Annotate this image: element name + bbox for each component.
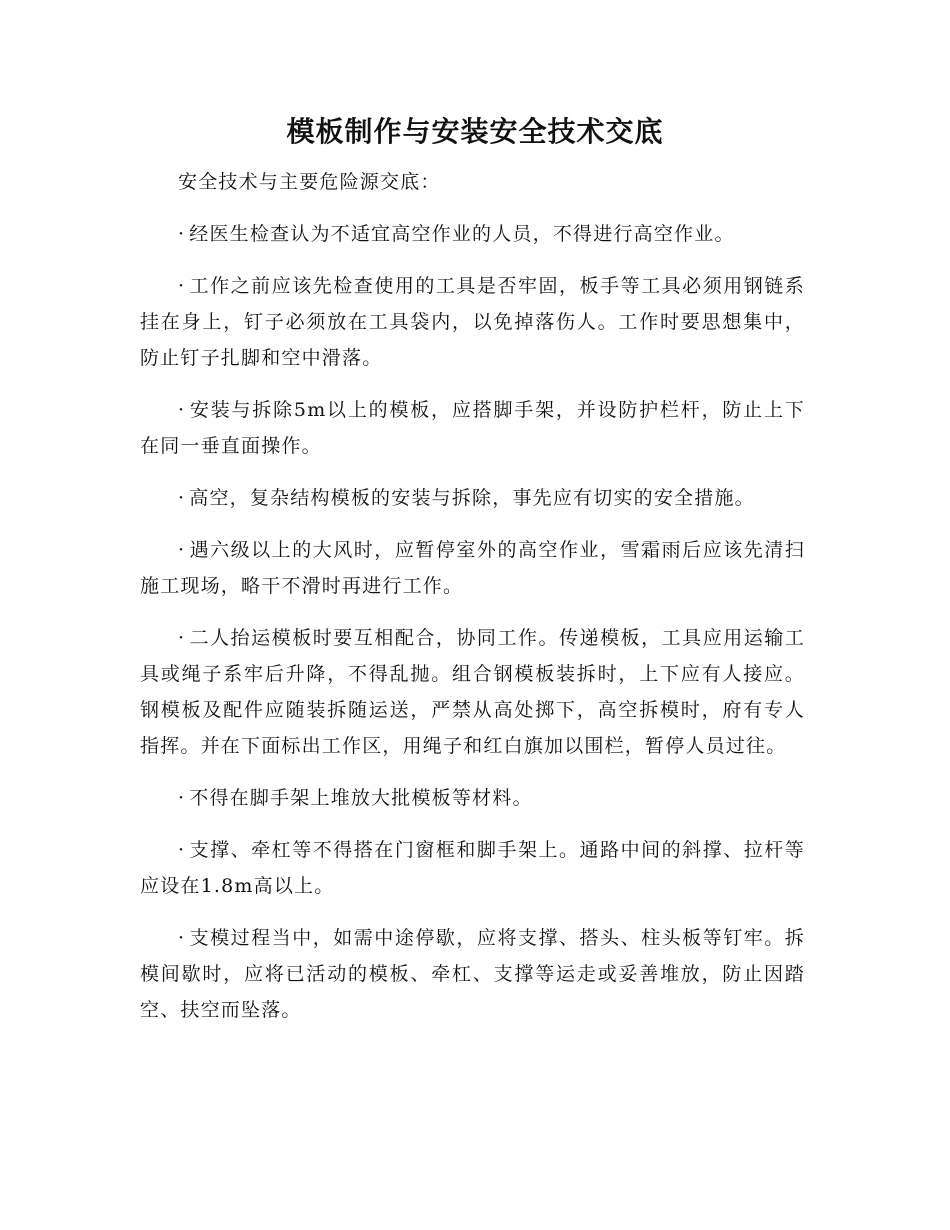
bullet-marker: · [178, 787, 186, 809]
bullet-marker: · [178, 487, 186, 509]
bullet-marker: · [178, 627, 186, 649]
bullet-marker: · [178, 539, 186, 561]
list-item-text: 不得在脚手架上堆放大批模板等材料。 [189, 787, 533, 809]
list-item-text: 支撑、牵杠等不得搭在门窗框和脚手架上。通路中间的斜撑、拉杆等应设在1.8m高以上。 [140, 839, 805, 897]
bullet-marker: · [178, 275, 186, 297]
document-body [140, 164, 805, 1044]
list-item [140, 216, 805, 252]
document-title: 模板制作与安装安全技术交底 [286, 115, 664, 148]
list-item-text: 经医生检查认为不适宜高空作业的人员，不得进行高空作业。 [189, 223, 735, 245]
list-item-text: 安装与拆除5m以上的模板，应搭脚手架，并设防护栏杆，防止上下在同一垂直面操作。 [140, 399, 805, 457]
bullet-marker: · [178, 839, 186, 861]
list-item-text: 高空，复杂结构模板的安装与拆除，事先应有切实的安全措施。 [189, 487, 755, 509]
list-item [140, 532, 805, 604]
list-item [140, 392, 805, 464]
list-item [140, 620, 805, 764]
list-item [140, 832, 805, 904]
bullet-marker: · [178, 399, 186, 421]
list-item [140, 268, 805, 376]
list-item-text: 支模过程当中，如需中途停歇，应将支撑、搭头、柱头板等钉牢。拆模间歇时，应将已活动的模板、牵杠、支撑等运走或妥善堆放，防止因踏空、扶空而坠落。 [140, 927, 805, 1021]
list-item [140, 780, 805, 816]
list-item-text: 二人抬运模板时要互相配合，协同工作。传递模板，工具应用运输工具或绳子系牢后升降，不得乱抛。组合钢模板装拆时，上下应有人接应。钢模板及配件应随装拆随运送，严禁从高处掷下，高空拆模时，府有专人指挥。并在下面标出工作区，用绳子和红白旗加以围栏，暂停人员过往。 [140, 627, 805, 757]
list-item-text: 遇六级以上的大风时，应暂停室外的高空作业，雪霜雨后应该先清扫施工现场，略干不滑时再进行工作。 [140, 539, 805, 597]
list-item [140, 920, 805, 1028]
bullet-marker: · [178, 223, 186, 245]
list-item [140, 480, 805, 516]
bullet-marker: · [178, 927, 186, 949]
intro-paragraph: 安全技术与主要危险源交底： [178, 171, 441, 193]
list-item-text: 工作之前应该先检查使用的工具是否牢固，板手等工具必须用钢链系挂在身上，钉子必须放在工具袋内，以免掉落伤人。工作时要思想集中，防止钉子扎脚和空中滑落。 [140, 275, 805, 369]
